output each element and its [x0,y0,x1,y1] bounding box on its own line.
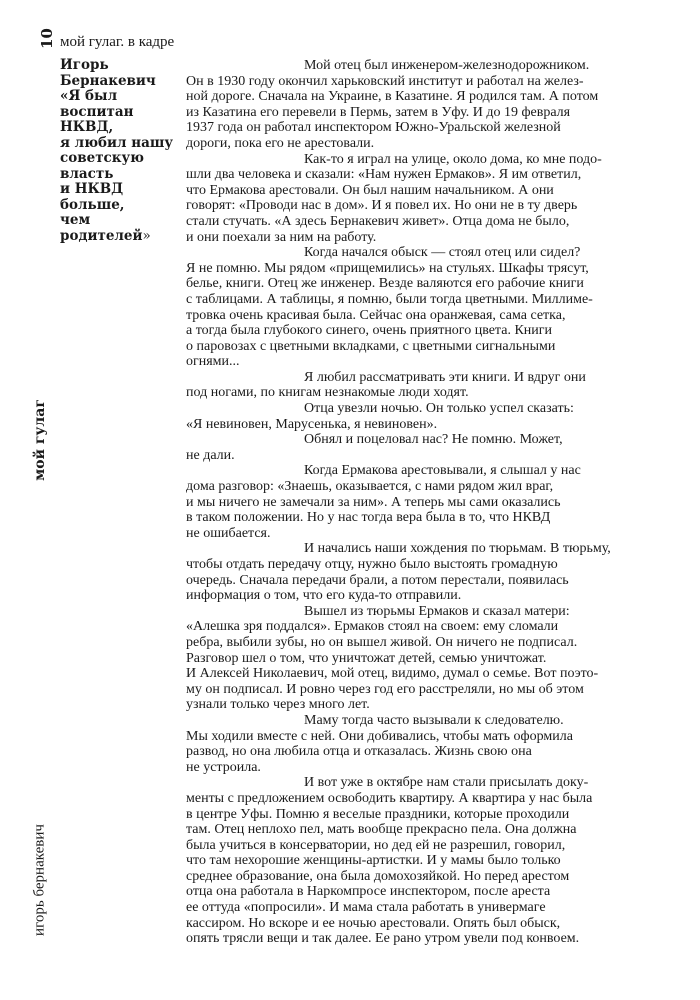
article-line: ее оттуда «попросили». И мама стала работать в универмаге [186,900,546,916]
article-line: дороги, пока его не арестовали. [186,135,375,151]
article-line: Я не помню. Мы рядом «прищемились» на стульях. Шкафы трясут, [186,260,589,276]
article-line: в таком положении. Но у нас тогда вера была в то, что НКВД [186,510,551,526]
article-line: не устроила. [186,759,261,775]
pull-quote-line: советскую [60,150,145,166]
article-line: менты с предложением освободить квартиру. А квартира у нас была [186,790,593,806]
pull-quote [60,58,180,244]
article-line: Обнял и поцеловал нас? Не помню. Может, [304,432,563,448]
article-line: узнали только через много лет. [186,697,370,713]
article-line: чтобы отдать передачу отцу, нужно было выстоять громадную [186,557,558,572]
page-header [38,28,175,52]
side-section-label [28,380,52,500]
pull-quote-line: Игорь [60,57,109,73]
article-line: ребра, выбили зубы, но он вышел живой. Он ничего не подписал. [186,634,578,650]
article-paragraph [186,432,664,463]
article-line: Отца увезли ночью. Он только успел сказать: [304,401,574,417]
pull-quote-line: чем [60,212,91,228]
article-line: Мой отец был инженером-железнодорожником. [304,58,590,73]
article-paragraph [186,463,664,541]
article-line: Вышел из тюрьмы Ермаков и сказал матери: [304,603,570,619]
article-line: Когда начался обыск — стоял отец или сидел? [304,245,581,261]
article-line: там. Отец неплохо пел, мать вообще прекрасно пела. Она должна [186,822,577,838]
pull-quote-line: «Я был [60,88,118,104]
article-line: с таблицами. А таблицы, я помню, были тогда цветными. Миллиме- [186,291,593,307]
article-line: была учиться в консерватории, но дед ей не разрешил, говорил, [186,837,566,853]
article-paragraph [186,401,664,432]
article-line: Мы ходили вместе с ней. Они добивались, чтобы мать оформила [186,728,573,744]
article-line: очередь. Сначала передачи брали, а потом перестали, появилась [186,572,569,588]
pull-quote-line: больше, [60,196,125,213]
article-line: Я любил рассматривать эти книги. И вдруг они [304,369,586,385]
side-section-label-text: мой гулаг [32,399,48,481]
article-paragraph [186,713,664,775]
article-line: и они поехали за ним на работу. [186,229,377,245]
article-line: Когда Ермакова арестовывали, я слышал у нас [304,463,581,479]
article-body [186,58,664,947]
section-title: мой гулаг. в кадре [60,33,175,50]
article-line: и мы ничего не замечали за ним». А теперь мы сами оказались [186,494,561,510]
side-author-label [28,810,52,950]
pull-quote-line: НКВД, [60,119,114,135]
page-number: 10 [38,28,56,49]
article-line: опять трясли вещи и так далее. Ее рано утром увели под конвоем. [186,931,580,947]
article-paragraph [186,604,664,713]
article-paragraph [186,541,664,603]
article-line: Как-то я играл на улице, около дома, ко мне подо- [304,151,602,167]
pull-quote-line: я любил нашу [60,134,174,151]
article-line: среднее образование, она была домохозяйкой. Но перед арестом [186,868,570,884]
side-author-label-text: игорь бернакевич [31,824,48,936]
article-line: И начались наши хождения по тюрьмам. В тюрьму, [304,541,611,557]
article-paragraph [186,775,664,947]
article-line: Разговор шел о том, что уничтожат детей, семью уничтожат. [186,650,547,666]
article-paragraph [186,370,664,401]
pull-quote-line: власть [60,165,114,182]
article-line: тровка очень красивая была. Сейчас она оранжевая, сама сетка, [186,307,566,323]
article-line: не ошибается. [186,525,271,541]
pull-quote-line: родителей» [60,227,151,244]
article-line: «Я невиновен, Марусенька, я невиновен». [186,416,438,432]
article-line: что Ермакова арестовали. Он был нашим начальником. А они [186,182,554,198]
pull-quote-line: Бернакевич [60,72,156,89]
article-line: развод, но она любила отца и отказалась. Жизнь свою она [186,744,532,760]
article-line: отца она работала в Наркомпросе инспектором, после ареста [186,884,551,900]
article-line: шли два человека и сказали: «Нам нужен Ермаков». Я им ответил, [186,167,582,183]
article-line: о паровозах с цветными вкладками, с цветными сигнальными [186,338,556,354]
article-paragraph [186,245,664,370]
article-line: И Алексей Николаевич, мой отец, видимо, думал о семье. Вот поэто- [186,666,599,682]
article-line: му он подписал. И ровно через год его расстреляли, но мы об этом [186,681,584,697]
article-line: «Алешка зря поддался». Ермаков стоял на своем: ему сломали [186,619,559,635]
article-line: говорят: «Проводи нас в дом». И я повел их. Но они не в ту дверь [186,198,578,214]
article-line: информация о том, что его куда-то отправили. [186,588,462,604]
article-line: в центре Уфы. Помню я веселые праздники, которые проходили [186,806,570,822]
article-line: Маму тогда часто вызывали к следователю. [304,712,564,728]
pull-quote-closing: » [142,227,151,244]
article-line: под ногами, по книгам незнакомые люди ходят. [186,385,469,401]
pull-quote-line: и НКВД [60,181,124,197]
pull-quote-line: воспитан [60,103,134,120]
article-line: И вот уже в октябре нам стали присылать доку- [304,775,589,791]
article-line: дома разговор: «Знаешь, оказывается, с нами рядом жил враг, [186,479,554,495]
article-line: стали стучать. «А здесь Бернакевич живет». Отца дома не было, [186,213,570,229]
article-line: ной дороге. Сначала на Украине, в Казатине. Я родился там. А потом [186,89,599,105]
article-line: огнями... [186,354,240,370]
article-paragraph [186,58,664,152]
article-line: что там нехорошие женщины-артистки. И у мамы было только [186,853,561,869]
article-line: кассиром. Но вскоре и ее ночью арестовали. Опять был обыск, [186,915,561,931]
article-line: 1937 года он работал инспектором Южно-Уральской железной [186,120,561,136]
article-line: Он в 1930 году окончил харьковский институт и работал на желез- [186,73,584,89]
article-paragraph [186,152,664,246]
article-line: из Казатина его перевели в Пермь, затем в Уфу. И до 19 февраля [186,104,571,120]
article-line: не дали. [186,447,235,463]
article-line: а тогда была глубокого синего, очень приятного цвета. Книги [186,323,552,339]
article-line: белье, книги. Отец же инженер. Везде валяются его рабочие книги [186,276,584,292]
